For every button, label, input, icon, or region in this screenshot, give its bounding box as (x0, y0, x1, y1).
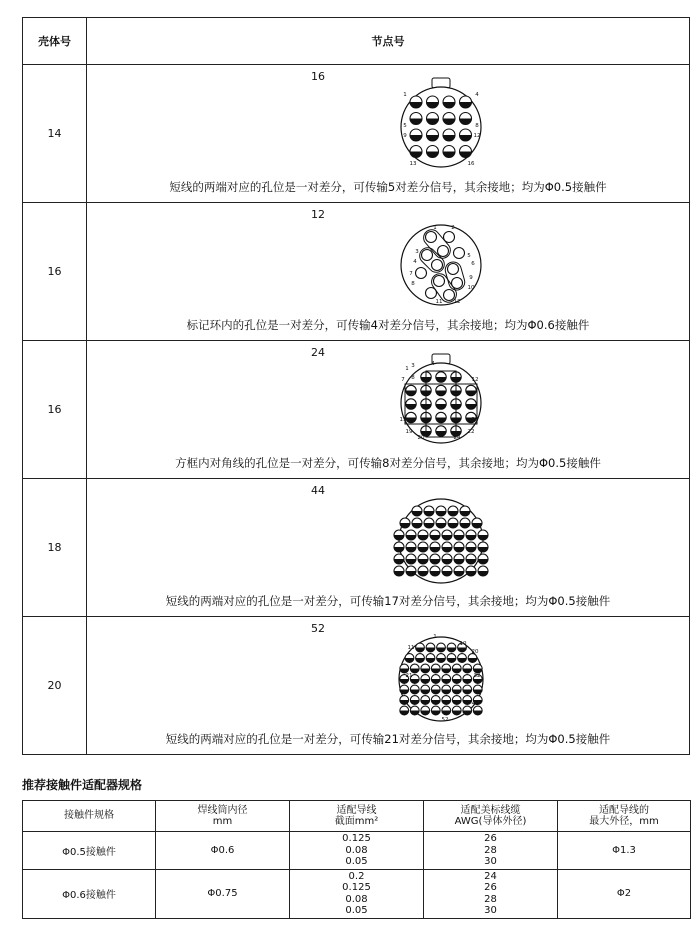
pin-label: 13 (399, 417, 407, 423)
pin-label: 7 (409, 271, 413, 277)
pin-label: 3 (411, 363, 415, 369)
table-row (23, 479, 690, 617)
spec-header: 接触件规格 (23, 801, 156, 832)
list-value: 30 (484, 856, 497, 867)
list-value: 0.2 (348, 870, 365, 882)
table-row (23, 341, 690, 479)
header-row (23, 18, 690, 65)
contact-spec: Φ0.5接触件 (23, 832, 156, 870)
awg-values (424, 869, 558, 918)
pin-label: 1 (405, 366, 409, 372)
pin-label: 12 (471, 377, 479, 383)
pin-count: 12 (311, 208, 325, 221)
bore-diameter: Φ0.6 (156, 832, 290, 870)
list-value: 28 (484, 844, 497, 856)
wire-sections (290, 832, 424, 870)
spec-header-row (23, 801, 691, 832)
list-value: 0.08 (345, 893, 368, 905)
pin-label: 52 (441, 717, 449, 723)
shell-number: 18 (23, 479, 87, 617)
list-value: 0.05 (345, 905, 368, 916)
spec-header: 适配导线的 最大外径，mm (558, 801, 691, 832)
pin-hole (454, 248, 465, 259)
pin-label: 9 (403, 133, 407, 139)
pin-note: 方框内对角线的孔位是一对差分，可传输8对差分信号，其余接地；均为Φ0.5接触件 (175, 456, 601, 470)
pin-label: 24 (453, 435, 461, 441)
spec-header: 适配导线 截面mm² (290, 801, 424, 832)
pin-note: 短线的两端对应的孔位是一对差分，可传输21对差分信号，其余接地；均为Φ0.5接触件 (165, 732, 611, 746)
pin-hole (448, 264, 459, 275)
pin-label: 19 (405, 429, 413, 435)
list-value: 30 (484, 905, 497, 916)
pin-label: 20 (471, 649, 479, 655)
pin-hole (416, 268, 427, 279)
bore-diameter: Φ0.75 (156, 869, 290, 918)
list-value: 26 (484, 882, 497, 893)
pin-label: 2 (451, 225, 455, 231)
pin-hole (434, 276, 445, 287)
pin-label: 42 (471, 701, 479, 707)
pin-diagram-18 (391, 483, 491, 593)
pin-diagram-14 (391, 69, 491, 179)
pin-label: 1 (433, 225, 437, 231)
spec-row (23, 832, 691, 870)
pin-label: 18 (471, 417, 479, 423)
list-value: 0.05 (345, 856, 368, 867)
pin-label: 13 (409, 161, 417, 167)
pin-diagram-20 (391, 621, 491, 731)
awg-values (424, 832, 558, 870)
pin-label: 3 (415, 249, 419, 255)
pin-label: 5 (403, 123, 407, 129)
list-value: 0.125 (342, 882, 371, 893)
list-value: 24 (484, 870, 497, 882)
pin-count: 16 (311, 70, 325, 83)
list-value: 0.08 (345, 844, 368, 856)
shell-number: 20 (23, 617, 87, 755)
table-row (23, 65, 690, 203)
header-nodes: 节点号 (87, 18, 690, 65)
pin-hole (422, 250, 433, 261)
max-outer-diameter: Φ2 (558, 869, 691, 918)
pin-label: 21 (405, 673, 413, 679)
table-row (23, 617, 690, 755)
pin-hole (432, 260, 443, 271)
pin-hole (426, 232, 437, 243)
shell-number: 16 (23, 341, 87, 479)
pin-label: 8 (411, 375, 415, 381)
pin-label: 8 (411, 281, 415, 287)
list-value: 0.125 (342, 833, 371, 844)
spec-row (23, 869, 691, 918)
pin-label: 8 (475, 123, 479, 129)
spec-table (22, 800, 691, 919)
pin-label: 20 (417, 435, 425, 441)
connector-table (22, 17, 690, 755)
shell-number: 14 (23, 65, 87, 203)
list-value: 26 (484, 833, 497, 844)
pin-note: 短线的两端对应的孔位是一对差分，可传输17对差分信号，其余接地；均为Φ0.5接触件 (165, 594, 611, 608)
pin-label: 7 (401, 377, 405, 383)
pin-count: 52 (311, 622, 325, 635)
shell-number: 16 (23, 203, 87, 341)
pin-label: 10 (467, 285, 475, 291)
pin-label: 1 (403, 92, 407, 98)
header-shell: 壳体号 (23, 18, 87, 65)
pin-hole (438, 246, 449, 257)
pin-count: 44 (311, 484, 325, 497)
pin-label: 11 (407, 645, 415, 651)
pin-label: 5 (467, 253, 471, 259)
pin-diagram-16a (391, 207, 491, 317)
spec-header: 适配美标线缆 AWG(导体外径) (424, 801, 558, 832)
pin-label: 11 (435, 299, 443, 305)
pin-label: 10 (459, 641, 467, 647)
spec-header: 焊线筒内径 mm (156, 801, 290, 832)
contact-spec: Φ0.6接触件 (23, 869, 156, 918)
pin-label: 6 (471, 261, 475, 267)
pin-label: 1 (433, 634, 437, 640)
wire-sections (290, 869, 424, 918)
pin-label: 9 (469, 275, 473, 281)
pin-label: 4 (413, 259, 417, 265)
pin-label: 32 (473, 673, 481, 679)
spec-title: 推荐接触件适配器规格 (22, 778, 143, 792)
pin-note: 标记环内的孔位是一对差分，可传输4对差分信号，其余接地；均为Φ0.6接触件 (186, 318, 590, 332)
pin-count: 24 (311, 346, 325, 359)
pin-diagram-16b (391, 345, 491, 455)
pin-note: 短线的两端对应的孔位是一对差分，可传输5对差分信号，其余接地；均为Φ0.5接触件 (169, 180, 607, 194)
pin-label: 22 (467, 429, 475, 435)
pin-label: 12 (473, 133, 481, 139)
pin-label: 4 (431, 361, 435, 367)
table-row (23, 203, 690, 341)
pin-label: 4 (475, 92, 479, 98)
max-outer-diameter: Φ1.3 (558, 832, 691, 870)
list-value: 28 (484, 893, 497, 905)
pin-label: 16 (467, 161, 475, 167)
pin-label: 12 (453, 299, 461, 305)
